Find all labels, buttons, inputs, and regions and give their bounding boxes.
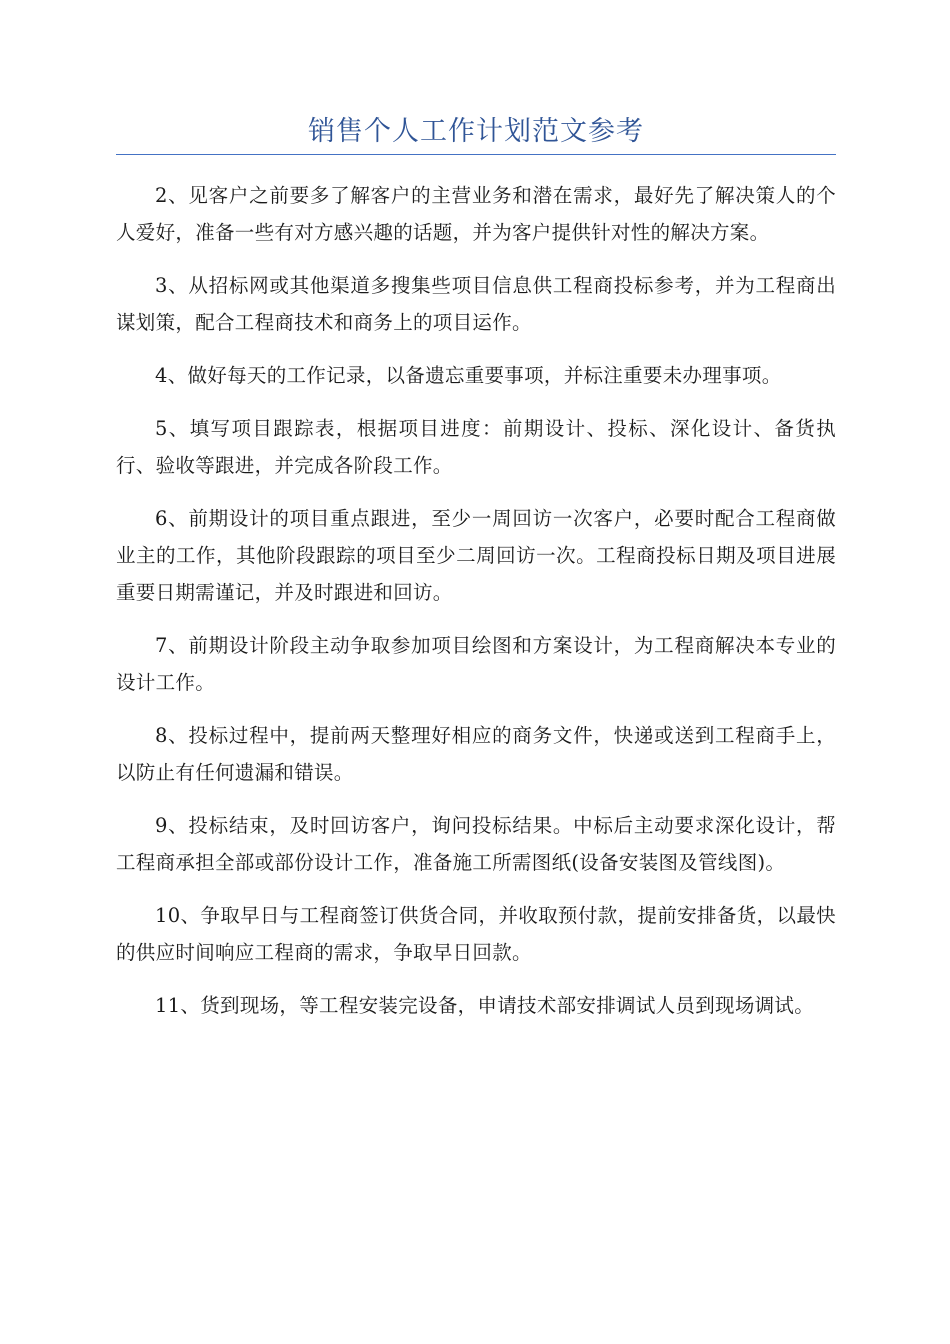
- paragraph-item-9: 9、投标结束，及时回访客户，询问投标结果。中标后主动要求深化设计，帮工程商承担全部或部份设计工作，准备施工所需图纸(设备安装图及管线图)。: [116, 814, 836, 874]
- document-body: [116, 177, 836, 1024]
- paragraph-item-10: 10、争取早日与工程商签订供货合同，并收取预付款，提前安排备货，以最快的供应时间响应工程商的需求，争取早日回款。: [116, 904, 836, 964]
- paragraph-item-3: 3、从招标网或其他渠道多搜集些项目信息供工程商投标参考，并为工程商出谋划策，配合工程商技术和商务上的项目运作。: [116, 274, 836, 334]
- document-title: 销售个人工作计划范文参考: [308, 116, 644, 147]
- paragraph-item-6: 6、前期设计的项目重点跟进，至少一周回访一次客户，必要时配合工程商做业主的工作，其他阶段跟踪的项目至少二周回访一次。工程商投标日期及项目进展重要日期需谨记，并及时跟进和回访。: [116, 507, 836, 604]
- paragraph-item-7: 7、前期设计阶段主动争取参加项目绘图和方案设计，为工程商解决本专业的设计工作。: [116, 634, 836, 694]
- paragraph-item-11: 11、货到现场，等工程安装完设备，申请技术部安排调试人员到现场调试。: [155, 994, 815, 1017]
- document-page: [116, 0, 836, 1344]
- paragraph-item-2: 2、见客户之前要多了解客户的主营业务和潜在需求，最好先了解决策人的个人爱好，准备一些有对方感兴趣的话题，并为客户提供针对性的解决方案。: [116, 184, 836, 244]
- paragraph-item-4: 4、做好每天的工作记录，以备遗忘重要事项，并标注重要未办理事项。: [155, 364, 782, 387]
- paragraph-item-8: 8、投标过程中，提前两天整理好相应的商务文件，快递或送到工程商手上，以防止有任何遗漏和错误。: [116, 724, 836, 784]
- paragraph-item-5: 5、填写项目跟踪表，根据项目进度：前期设计、投标、深化设计、备货执行、验收等跟进，并完成各阶段工作。: [116, 417, 836, 477]
- title-underline: [116, 154, 836, 155]
